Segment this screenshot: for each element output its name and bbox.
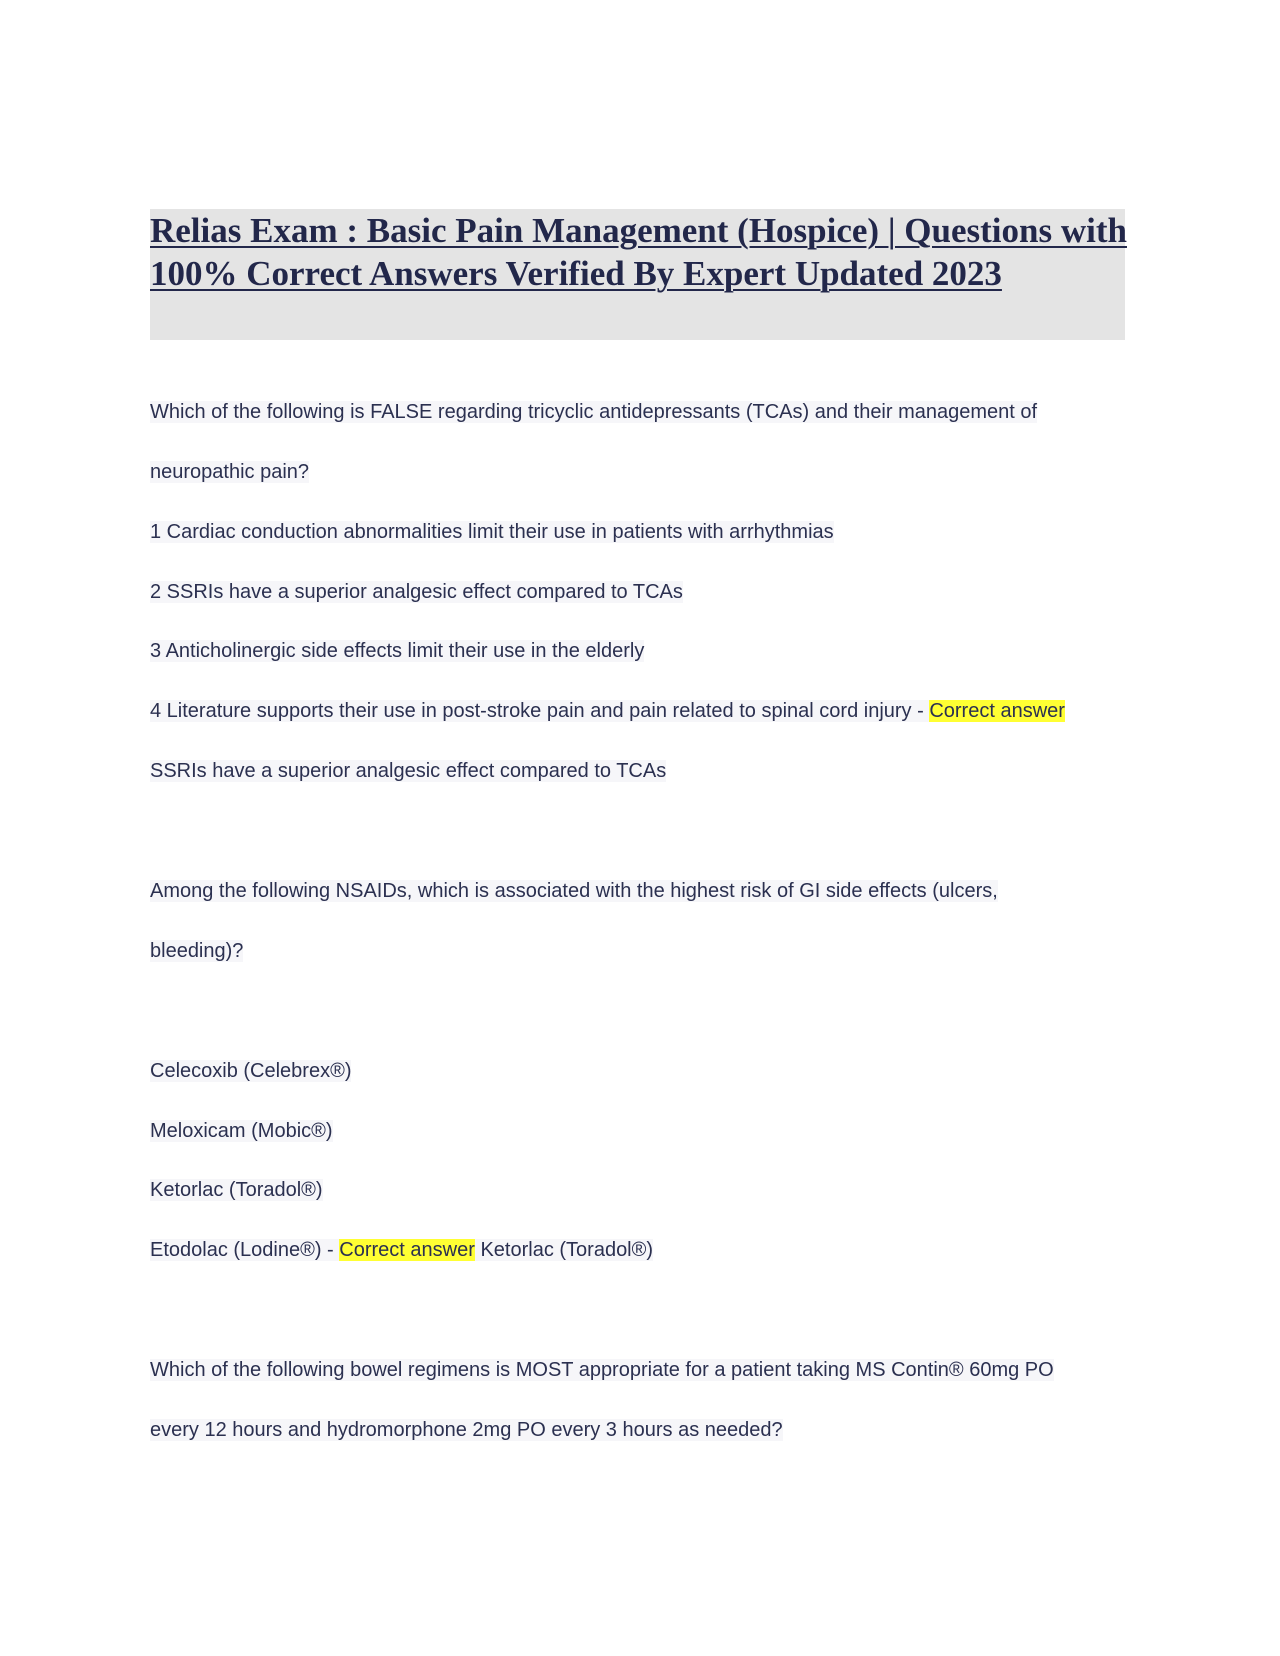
q2-question-line-1: Among the following NSAIDs, which is associated with the highest risk of GI side effects (ulcers, bbox=[150, 880, 998, 902]
q1-option-4: 4 Literature supports their use in post-stroke pain and pain related to spinal cord injury - Correct answer bbox=[150, 700, 1065, 722]
q2-answer: Ketorlac (Toradol®) bbox=[474, 1239, 654, 1261]
q2-option-4: Etodolac (Lodine®) - Correct answer Ketorlac (Toradol®) bbox=[150, 1239, 654, 1261]
q1-option-2: 2 SSRIs have a superior analgesic effect compared to TCAs bbox=[150, 581, 683, 603]
q2-question-line-2: bleeding)? bbox=[150, 940, 244, 962]
q1-option-1: 1 Cardiac conduction abnormalities limit their use in patients with arrhythmias bbox=[150, 521, 834, 543]
q2-option-2: Meloxicam (Mobic®) bbox=[150, 1120, 333, 1142]
q1-question-line-1: Which of the following is FALSE regarding tricyclic antidepressants (TCAs) and their management of bbox=[150, 401, 1038, 423]
q1-option-3: 3 Anticholinergic side effects limit their use in the elderly bbox=[150, 640, 645, 662]
q3-question-line-2: every 12 hours and hydromorphone 2mg PO every 3 hours as needed? bbox=[150, 1419, 783, 1441]
q2-option-3: Ketorlac (Toradol®) bbox=[150, 1179, 323, 1201]
q3-question-line-1: Which of the following bowel regimens is MOST appropriate for a patient taking MS Contin® 60mg PO bbox=[150, 1359, 1054, 1381]
q1-correct-answer-label: Correct answer bbox=[929, 700, 1065, 722]
q2-correct-answer-label: Correct answer bbox=[339, 1239, 475, 1261]
q1-answer: SSRIs have a superior analgesic effect compared to TCAs bbox=[150, 760, 667, 782]
document-title: Relias Exam : Basic Pain Management (Hospice) | Questions with 100% Correct Answers Verified By Expert Updated 2023 bbox=[150, 211, 1127, 293]
q2-option-1: Celecoxib (Celebrex®) bbox=[150, 1060, 352, 1082]
q1-question-line-2: neuropathic pain? bbox=[150, 461, 310, 483]
